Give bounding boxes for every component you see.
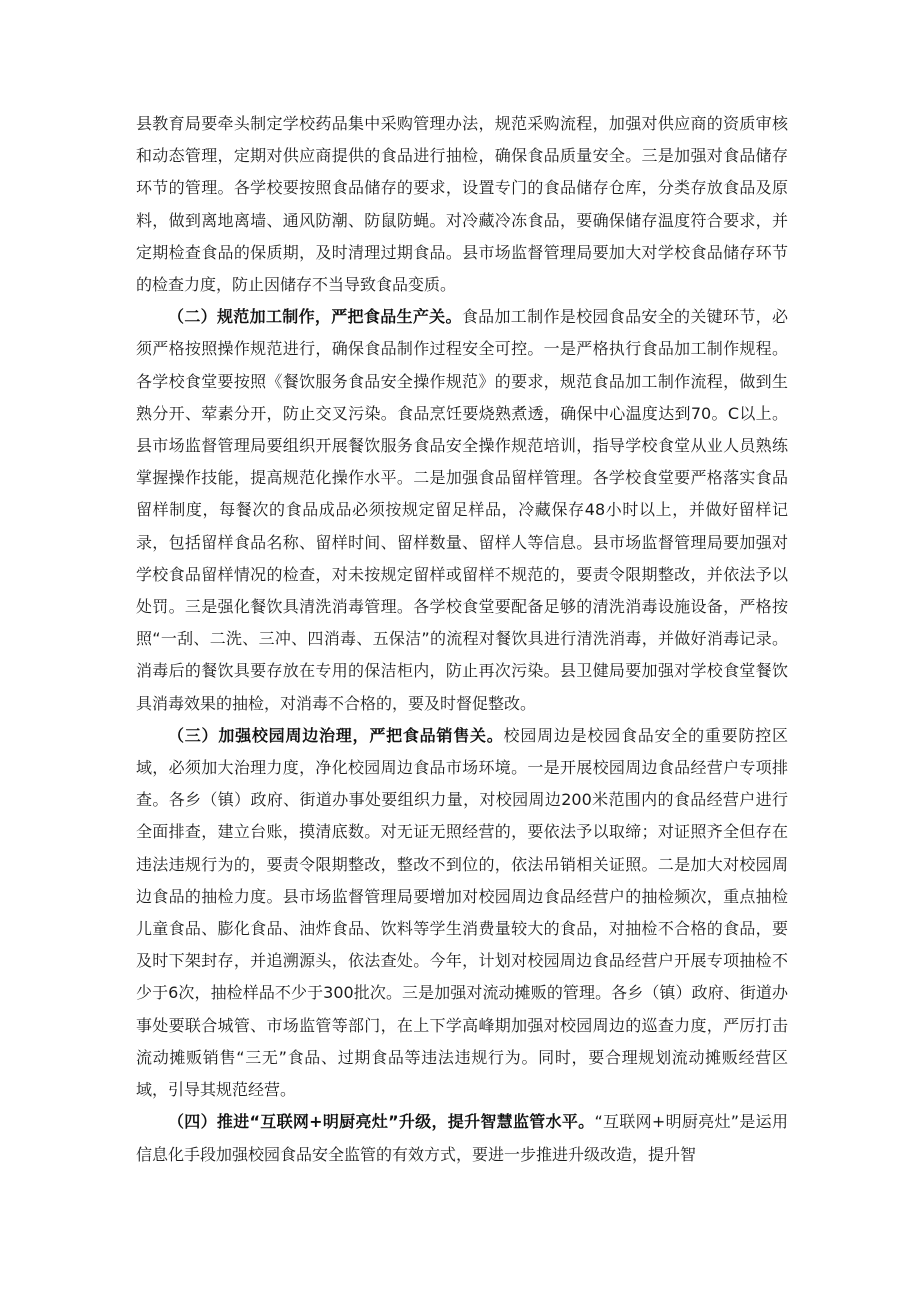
section-heading: （二）规范加工制作，严把食品生产关。 — [168, 307, 462, 327]
paragraph-continuation — [136, 108, 788, 301]
paragraph-text: 校园周边是校园食品安全的重要防控区域，必须加大治理力度，净化校园周边食品市场环境。一是开展校园周边食品经营户专项排查。各乡（镇）政府、街道办事处要组织力量，对校园周边200米范围内的食品经营户进行全面排查，建立台账，摸清底数。对无证无照经营的，要依法予以取缔；对证照齐全但存在违法违规行为的，要责令限期整改，整改不到位的，依法吊销相关证照。二是加大对校园周边食品的抽检力度。县市场监督管理局要增加对校园周边食品经营户的抽检频次，重点抽检儿童食品、膨化食品、油炸食品、饮料等学生消费量较大的食品，对抽检不合格的食品，要及时下架封存，并追溯源头，依法查处。今年，计划对校园周边食品经营户开展专项抽检不少于6次，抽检样品不少于300批次。三是加强对流动摊贩的管理。各乡（镇）政府、街道办事处要联合城管、市场监管等部门，在上下学高峰期加强对校园周边的巡查力度，严厉打击流动摊贩销售“三无”食品、过期食品等违法违规行为。同时，要合理规划流动摊贩经营区域，引导其规范经营。 — [136, 725, 788, 1100]
paragraph-section-4 — [136, 1106, 788, 1170]
paragraph-text: “互联网+明厨亮灶”是运用信息化手段加强校园食品安全监管的有效方式，要进一步推进升级改造，提升智 — [136, 1112, 788, 1164]
paragraph-text: 县教育局要牵头制定学校药品集中采购管理办法，规范采购流程，加强对供应商的资质审核和动态管理，定期对供应商提供的食品进行抽检，确保食品质量安全。三是加强对食品储存环节的管理。各学校要按照食品储存的要求，设置专门的食品储存仓库，分类存放食品及原料，做到离地离墙、通风防潮、防鼠防蝇。对冷藏冷冻食品，要确保储存温度符合要求，并定期检查食品的保质期，及时清理过期食品。县市场监督管理局要加大对学校食品储存环节的检查力度，防止因储存不当导致食品变质。 — [136, 114, 788, 295]
paragraph-section-3 — [136, 720, 788, 1106]
paragraph-section-2 — [136, 301, 788, 720]
paragraph-text: 食品加工制作是校园食品安全的关键环节，必须严格按照操作规范进行，确保食品制作过程安全可控。一是严格执行食品加工制作规程。各学校食堂要按照《餐饮服务食品安全操作规范》的要求，规范食品加工制作流程，做到生熟分开、荤素分开，防止交叉污染。食品烹饪要烧熟煮透，确保中心温度达到70。C以上。县市场监督管理局要组织开展餐饮服务食品安全操作规范培训，指导学校食堂从业人员熟练掌握操作技能，提高规范化操作水平。二是加强食品留样管理。各学校食堂要严格落实食品留样制度，每餐次的食品成品必须按规定留足样品，冷藏保存48小时以上，并做好留样记录，包括留样食品名称、留样时间、留样数量、留样人等信息。县市场监督管理局要加强对学校食品留样情况的检查，对未按规定留样或留样不规范的，要责令限期整改，并依法予以处罚。三是强化餐饮具清洗消毒管理。各学校食堂要配备足够的清洗消毒设施设备，严格按照“一刮、二洗、三冲、四消毒、五保洁”的流程对餐饮具进行清洗消毒，并做好消毒记录。消毒后的餐饮具要存放在专用的保洁柜内，防止再次污染。县卫健局要加强对学校食堂餐饮具消毒效果的抽检，对消毒不合格的，要及时督促整改。 — [136, 307, 788, 713]
section-heading: （三）加强校园周边治理，严把食品销售关。 — [168, 725, 504, 745]
section-heading: （四）推进“互联网+明厨亮灶”升级，提升智慧监管水平。 — [168, 1112, 595, 1132]
document-body — [136, 108, 788, 1171]
